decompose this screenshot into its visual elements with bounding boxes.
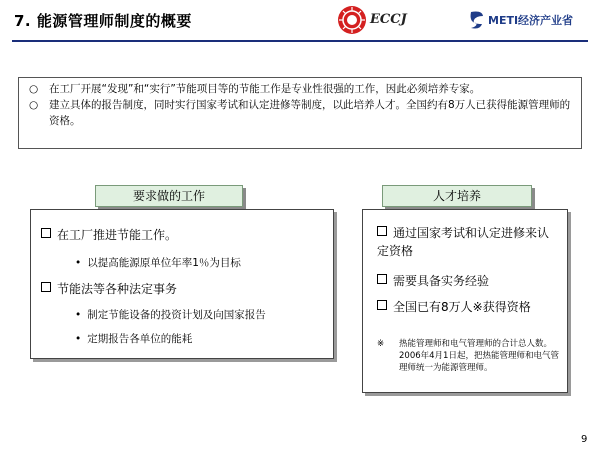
- list-item: [377, 224, 557, 260]
- slide-header: [0, 0, 600, 40]
- intro-line: [29, 81, 571, 97]
- sub-item-label: 定期报告各单位的能耗: [87, 333, 193, 345]
- list-item: [377, 272, 557, 290]
- checkbox-bullet-icon: [377, 274, 387, 284]
- intro-text: 在工厂开展“发现”和“实行”节能项目等的节能工作是专业性很强的工作，因此必须培养专家。: [49, 83, 481, 95]
- footnote-text: 热能管理师和电气管理师的合计总人数。2006年4月1日起，把热能管理师和电气管理师统一为能源管理师。: [399, 339, 559, 373]
- checkbox-bullet-icon: [41, 228, 51, 238]
- sub-item: [75, 307, 266, 322]
- list-item: [377, 298, 557, 316]
- item-label: 节能法等各种法定事务: [57, 282, 178, 296]
- talent-development-panel: [362, 209, 568, 393]
- meti-emblem-icon: [468, 10, 486, 30]
- item-label: 在工厂推进节能工作。: [57, 228, 178, 242]
- checkbox-bullet-icon: [377, 300, 387, 310]
- eccj-label: ECCJ: [370, 12, 407, 27]
- item-label: 全国已有8万人※获得资格: [393, 300, 531, 314]
- circle-bullet-icon: ○: [29, 83, 39, 95]
- header-divider: [12, 40, 588, 42]
- list-item: [41, 280, 177, 297]
- dot-bullet-icon: •: [75, 309, 82, 321]
- circle-bullet-icon: ○: [29, 99, 39, 111]
- checkbox-bullet-icon: [377, 226, 387, 236]
- item-label: 需要具备实务经验: [393, 274, 490, 288]
- reference-mark-icon: ※: [377, 339, 385, 349]
- slide-title: 7. 能源管理师制度的概要: [14, 12, 192, 30]
- dot-bullet-icon: •: [75, 333, 82, 345]
- intro-line: [29, 97, 571, 129]
- meti-logo: [468, 9, 592, 31]
- page-number: 9: [581, 434, 588, 445]
- intro-text: 建立具体的报告制度，同时实行国家考试和认定进修等制度，以此培养人才。全国约有8万人已获得能源管理师的资格。: [49, 99, 571, 127]
- intro-box: [18, 77, 582, 149]
- dot-bullet-icon: •: [75, 257, 82, 269]
- sub-item: [75, 255, 241, 270]
- checkbox-bullet-icon: [41, 282, 51, 292]
- sub-item-label: 制定节能设备的投资计划及向国家报告: [87, 309, 266, 321]
- list-item: [41, 226, 177, 243]
- sub-item: [75, 331, 192, 346]
- eccj-logo: [337, 5, 432, 35]
- eccj-sun-icon: [337, 5, 367, 35]
- sub-item-label: 以提高能源原单位年率1％为目标: [87, 257, 241, 269]
- talent-development-title: 人才培养: [382, 185, 532, 207]
- meti-label: METI经济产业省: [488, 14, 574, 27]
- required-work-panel: [30, 209, 334, 359]
- required-work-title: 要求做的工作: [95, 185, 243, 207]
- item-label: 通过国家考试和认定进修来认定资格: [377, 226, 550, 258]
